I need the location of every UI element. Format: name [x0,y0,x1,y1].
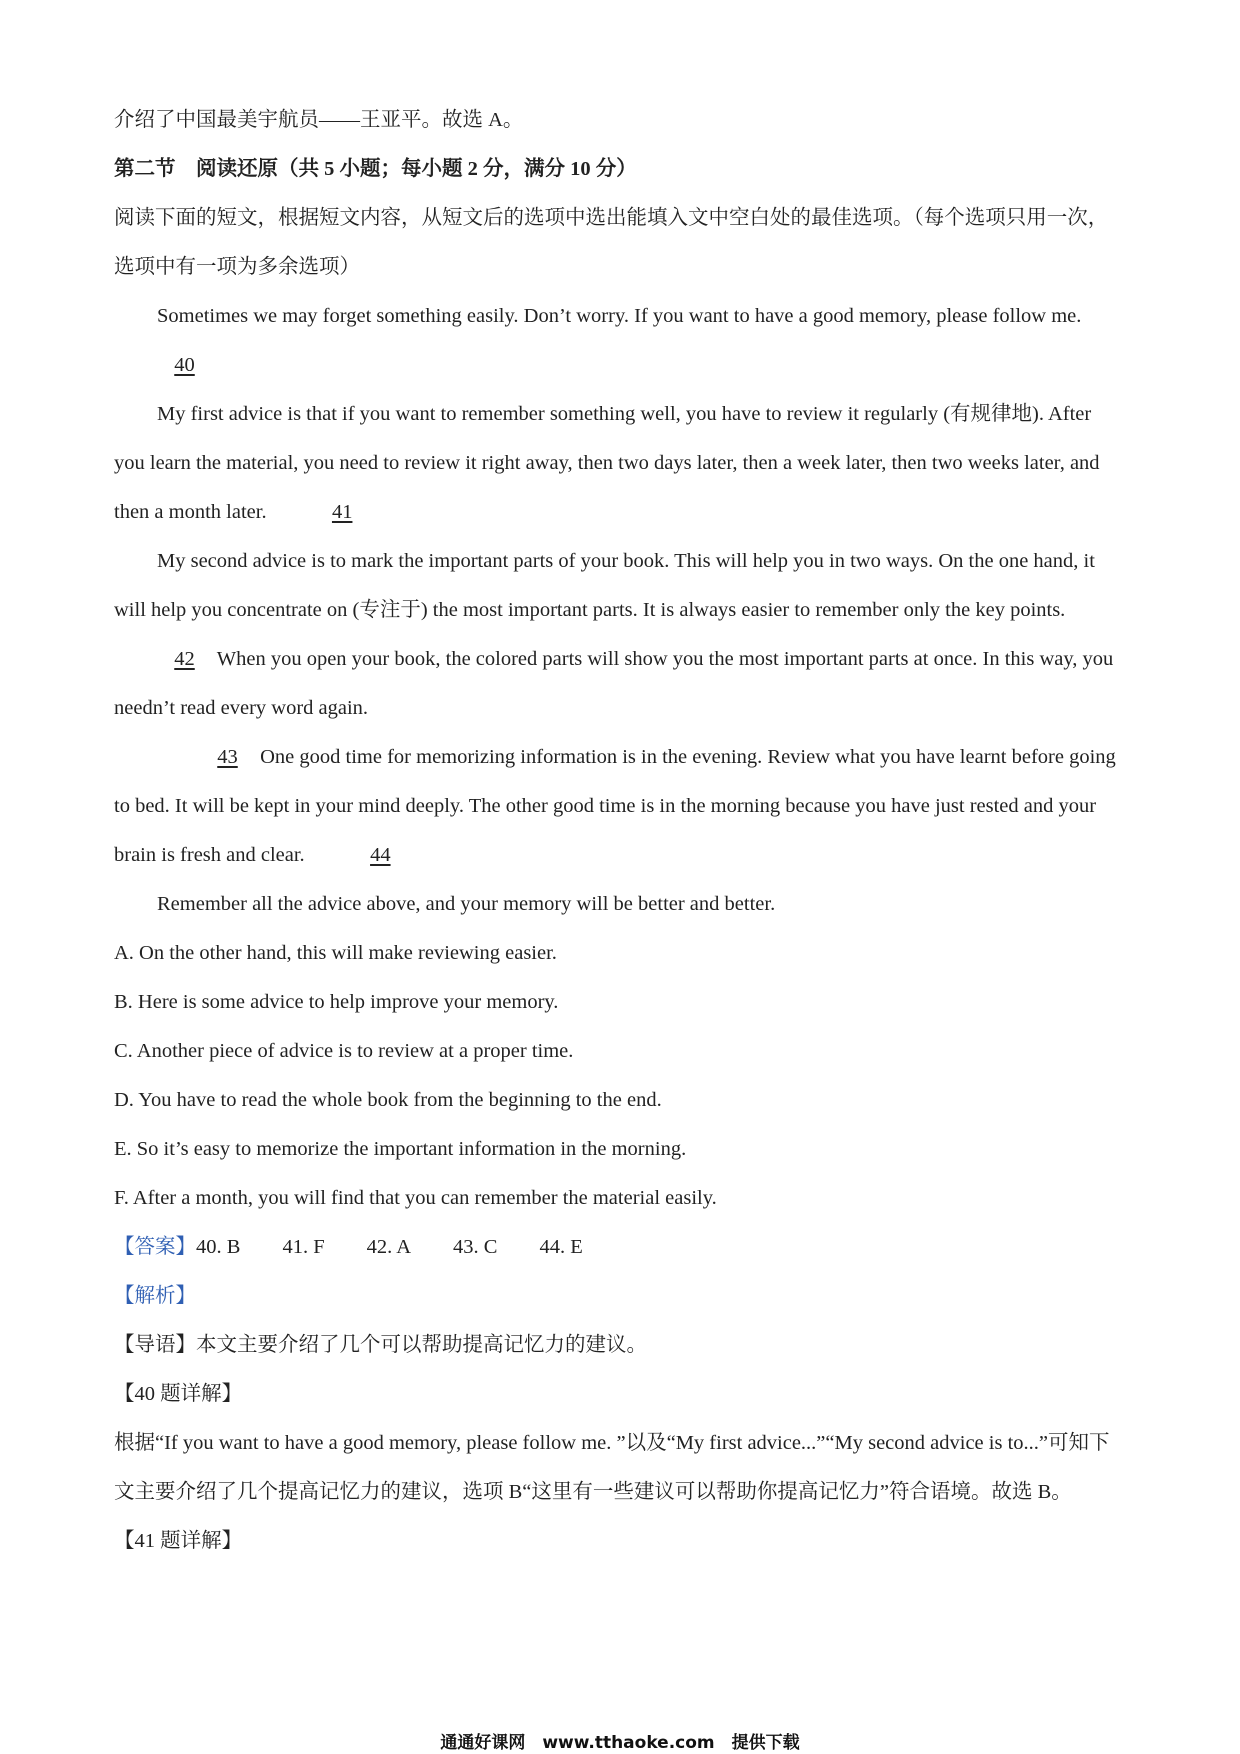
option-d: D. You have to read the whole book from the beginning to the end. [114,1089,662,1111]
option-c: C. Another piece of advice is to review at a proper time. [114,1040,574,1062]
passage-paragraph-5: Remember all the advice above, and your memory will be better and better. [157,893,776,915]
passage-paragraph-2 [114,390,1124,537]
detail-40-text: 根据“If you want to have a good memory, please follow me. ”以及“My first advice...”“My second advice is to...”可知下文主要介绍了几个提高记忆力的建议，选项 B“这里有一些建议可以帮助你提高记忆力”符合语境。故选 B。 [114,1432,1110,1503]
guide-line: 【导语】本文主要介绍了几个可以帮助提高记忆力的建议。 [114,1334,647,1356]
paragraph-text: My first advice is that if you want to remember something well, you have to review it regularly (有规律地). After you learn the material, you need to review it right away, then two days later, then a week later, then two weeks later, and then a month later. [114,403,1100,523]
answer-item: 43. C [453,1236,498,1258]
analysis-label: 【解析】 [114,1285,196,1307]
intro-line: 介绍了中国最美宇航员——王亚平。故选 A。 [114,109,524,131]
detail-40-title: 【40 题详解】 [114,1383,243,1405]
answer-item: 41. F [282,1236,325,1258]
option-e: E. So it’s easy to memorize the important information in the morning. [114,1138,687,1160]
document-page [114,96,1124,1566]
blank-42: 42 [174,648,195,670]
blank-43: 43 [217,746,238,768]
options-list [114,929,1124,1223]
answer-item: 40. B [196,1236,241,1258]
detail-41-title: 【41 题详解】 [114,1530,243,1552]
paragraph-text: My second advice is to mark the important parts of your book. This will help you in two ways. On the one hand, it will help you concentrate on (专注于) the most important parts. It is always easier to remember only the key points. [114,550,1095,621]
option-a: A. On the other hand, this will make reviewing easier. [114,942,557,964]
passage-paragraph-4 [114,733,1124,880]
option-f: F. After a month, you will find that you can remember the material easily. [114,1187,717,1209]
paragraph-text: Sometimes we may forget something easily. Don’t worry. If you want to have a good memory, please follow me. [157,305,1082,327]
answer-line [114,1223,1124,1272]
answer-label: 【答案】 [114,1236,196,1258]
paragraph-text: When you open your book, the colored parts will show you the most important parts at once. In this way, you needn’t read every word again. [114,648,1114,719]
answer-item: 42. A [366,1236,412,1258]
page-footer: 通通好课网 www.tthaoke.com 提供下载 [440,1733,800,1753]
paragraph-text: One good time for memorizing information is in the evening. Review what you have learnt before going to bed. It will be kept in your mind deeply. The other good time is in the morning because you have just rested and your brain is fresh and clear. [114,746,1116,866]
blank-41: 41 [331,501,353,523]
option-b: B. Here is some advice to help improve your memory. [114,991,559,1013]
instructions: 阅读下面的短文，根据短文内容，从短文后的选项中选出能填入文中空白处的最佳选项。（每个选项只用一次，选项中有一项为多余选项） [114,207,1109,278]
answer-item: 44. E [539,1236,583,1258]
section-title: 第二节 阅读还原（共 5 小题；每小题 2 分，满分 10 分） [114,158,637,180]
passage-paragraph-1 [114,292,1124,390]
blank-44: 44 [370,844,391,866]
passage-paragraph-3 [114,537,1124,733]
blank-40: 40 [174,354,195,376]
